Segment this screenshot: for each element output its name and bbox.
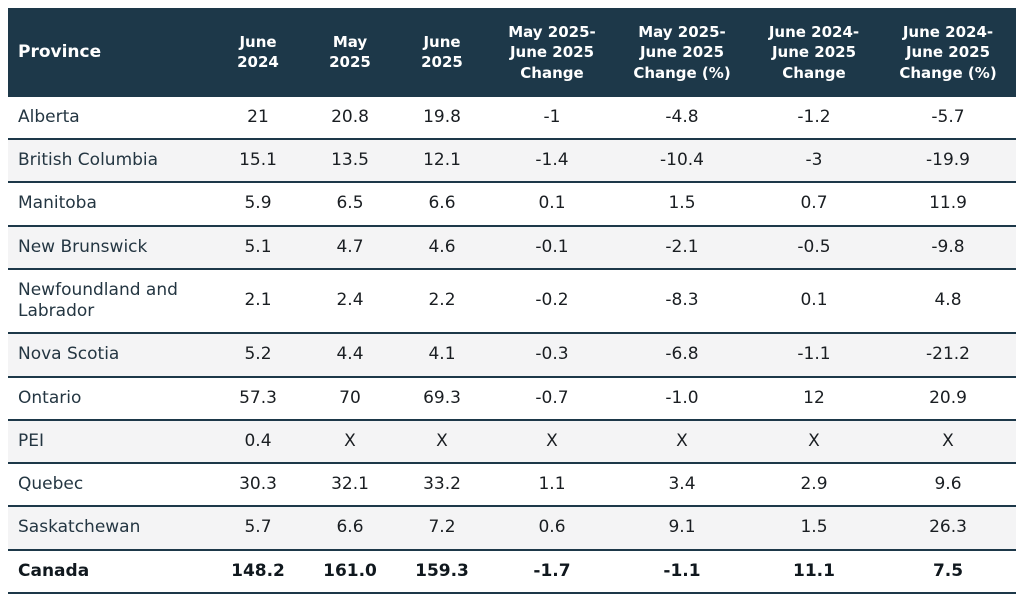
value-cell: 5.1	[212, 226, 304, 269]
value-cell: -0.3	[488, 333, 616, 376]
value-cell: 7.5	[880, 550, 1016, 593]
value-cell: -1.2	[748, 97, 880, 139]
value-cell: 5.9	[212, 182, 304, 225]
value-cell: -0.7	[488, 377, 616, 420]
value-cell: 19.8	[396, 97, 488, 139]
column-header-yoy-change: June 2024- June 2025 Change	[748, 8, 880, 97]
total-row	[8, 550, 1016, 593]
value-cell: -1.7	[488, 550, 616, 593]
value-cell: 159.3	[396, 550, 488, 593]
value-cell: 0.4	[212, 420, 304, 463]
column-header-province: Province	[8, 8, 212, 97]
value-cell: 1.5	[616, 182, 748, 225]
header-row	[8, 8, 1016, 97]
province-name: Saskatchewan	[8, 506, 212, 549]
value-cell: 12.1	[396, 139, 488, 182]
value-cell: 12	[748, 377, 880, 420]
value-cell: -0.1	[488, 226, 616, 269]
province-name: Manitoba	[8, 182, 212, 225]
value-cell: -1.4	[488, 139, 616, 182]
province-name: PEI	[8, 420, 212, 463]
column-header-may-june-change-pct: May 2025- June 2025 Change (%)	[616, 8, 748, 97]
value-cell: 9.1	[616, 506, 748, 549]
value-cell: -8.3	[616, 269, 748, 334]
table-row	[8, 420, 1016, 463]
value-cell: 161.0	[304, 550, 396, 593]
value-cell: -19.9	[880, 139, 1016, 182]
column-header-june-2025: June 2025	[396, 8, 488, 97]
value-cell: 13.5	[304, 139, 396, 182]
value-cell: 11.9	[880, 182, 1016, 225]
value-cell: X	[748, 420, 880, 463]
value-cell: 4.7	[304, 226, 396, 269]
value-cell: 0.1	[488, 182, 616, 225]
table-row	[8, 139, 1016, 182]
table-header	[8, 8, 1016, 97]
value-cell: 2.1	[212, 269, 304, 334]
value-cell: 0.1	[748, 269, 880, 334]
value-cell: -10.4	[616, 139, 748, 182]
table-row	[8, 463, 1016, 506]
value-cell: -0.5	[748, 226, 880, 269]
value-cell: -2.1	[616, 226, 748, 269]
province-name: Newfoundland and Labrador	[8, 269, 212, 334]
table-row	[8, 269, 1016, 334]
table-body	[8, 97, 1016, 593]
value-cell: -21.2	[880, 333, 1016, 376]
value-cell: 4.8	[880, 269, 1016, 334]
province-name: Canada	[8, 550, 212, 593]
province-name: Quebec	[8, 463, 212, 506]
value-cell: 4.6	[396, 226, 488, 269]
province-name: New Brunswick	[8, 226, 212, 269]
value-cell: 57.3	[212, 377, 304, 420]
value-cell: X	[304, 420, 396, 463]
value-cell: 0.6	[488, 506, 616, 549]
value-cell: 4.4	[304, 333, 396, 376]
value-cell: 1.1	[488, 463, 616, 506]
value-cell: 20.9	[880, 377, 1016, 420]
column-header-yoy-change-pct: June 2024- June 2025 Change (%)	[880, 8, 1016, 97]
value-cell: 2.4	[304, 269, 396, 334]
value-cell: -9.8	[880, 226, 1016, 269]
value-cell: 6.6	[396, 182, 488, 225]
value-cell: X	[880, 420, 1016, 463]
value-cell: 11.1	[748, 550, 880, 593]
value-cell: 1.5	[748, 506, 880, 549]
value-cell: 7.2	[396, 506, 488, 549]
value-cell: 3.4	[616, 463, 748, 506]
table-row	[8, 226, 1016, 269]
value-cell: -1.1	[748, 333, 880, 376]
value-cell: X	[488, 420, 616, 463]
value-cell: 5.2	[212, 333, 304, 376]
value-cell: 15.1	[212, 139, 304, 182]
column-header-may-june-change: May 2025- June 2025 Change	[488, 8, 616, 97]
value-cell: -1.1	[616, 550, 748, 593]
value-cell: 4.1	[396, 333, 488, 376]
province-name: Ontario	[8, 377, 212, 420]
value-cell: 21	[212, 97, 304, 139]
table-row	[8, 506, 1016, 549]
value-cell: 6.6	[304, 506, 396, 549]
value-cell: X	[396, 420, 488, 463]
value-cell: 26.3	[880, 506, 1016, 549]
table-row	[8, 182, 1016, 225]
value-cell: -3	[748, 139, 880, 182]
value-cell: X	[616, 420, 748, 463]
value-cell: 69.3	[396, 377, 488, 420]
table-row	[8, 97, 1016, 139]
value-cell: 6.5	[304, 182, 396, 225]
value-cell: -1.0	[616, 377, 748, 420]
value-cell: -1	[488, 97, 616, 139]
value-cell: 20.8	[304, 97, 396, 139]
value-cell: 0.7	[748, 182, 880, 225]
value-cell: 9.6	[880, 463, 1016, 506]
value-cell: 30.3	[212, 463, 304, 506]
table-row	[8, 333, 1016, 376]
province-name: Alberta	[8, 97, 212, 139]
province-data-table	[8, 8, 1016, 594]
value-cell: -6.8	[616, 333, 748, 376]
value-cell: 2.2	[396, 269, 488, 334]
value-cell: 2.9	[748, 463, 880, 506]
province-name: British Columbia	[8, 139, 212, 182]
value-cell: -5.7	[880, 97, 1016, 139]
value-cell: 70	[304, 377, 396, 420]
value-cell: -4.8	[616, 97, 748, 139]
value-cell: 33.2	[396, 463, 488, 506]
value-cell: -0.2	[488, 269, 616, 334]
value-cell: 5.7	[212, 506, 304, 549]
column-header-june-2024: June 2024	[212, 8, 304, 97]
column-header-may-2025: May 2025	[304, 8, 396, 97]
value-cell: 32.1	[304, 463, 396, 506]
province-name: Nova Scotia	[8, 333, 212, 376]
value-cell: 148.2	[212, 550, 304, 593]
table-row	[8, 377, 1016, 420]
